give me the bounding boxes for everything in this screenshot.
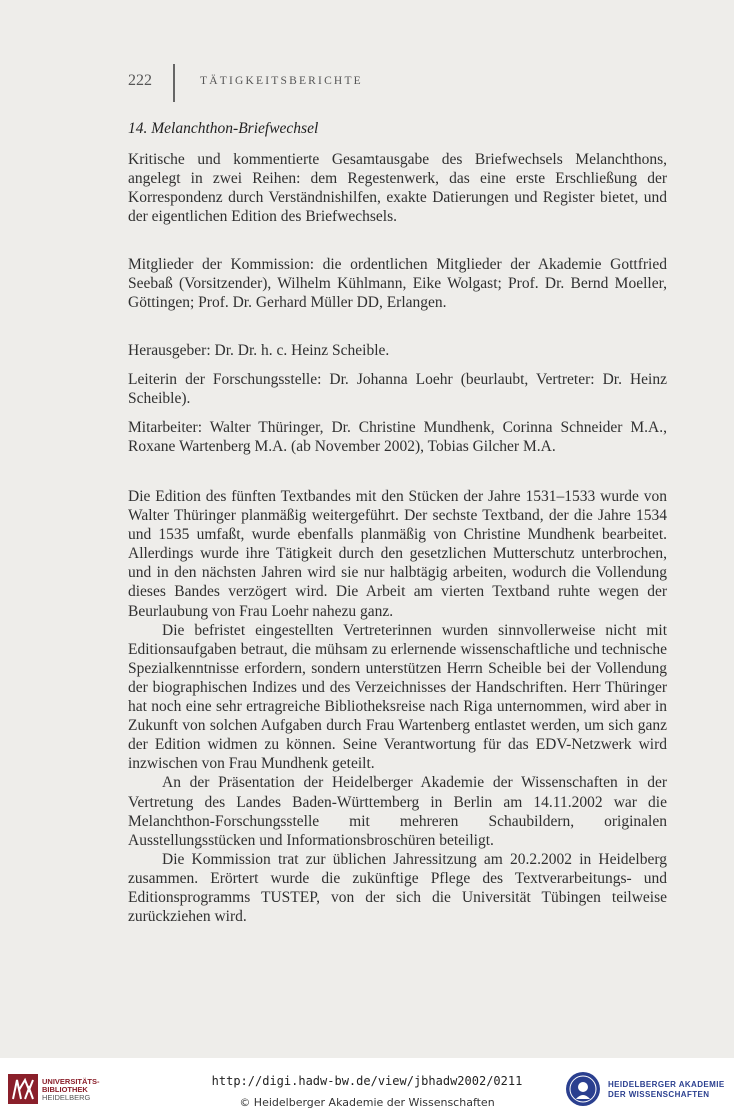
research-head: Leiterin der Forschungsstelle: Dr. Johanna Loehr (beurlaubt, Vertreter: Dr. Heinz Scheible).	[128, 371, 667, 408]
academy-name[interactable]	[608, 1080, 725, 1100]
commission-members: Mitglieder der Kommission: die ordentlichen Mitglieder der Akademie Gottfried Seebaß (Vorsitzender), Wilhelm Kühlmann, Eike Wolgast; Prof. Dr. Bernd Moeller, Göttingen; Prof. Dr. Gerhard Müller DD, Erlangen.	[128, 256, 667, 312]
page-number: 222	[128, 72, 152, 89]
copyright-notice: © Heidelberger Akademie der Wissenschaften	[239, 1096, 495, 1109]
intro-paragraph: Kritische und kommentierte Gesamtausgabe des Briefwechsels Melanchthons, angelegt in zwei Reihen: dem Regestenwerk, das eine erste Erschließung der Korrespondenz durch Verständnishilfen, exakte Datierungen und Register bietet, und der eigentlichen Edition des Briefwechsels.	[128, 151, 667, 226]
report-paragraph: Die befristet eingestellten Vertreterinnen wurden sinnvollerweise nicht mit Editionsaufgaben betraut, die mühsam zu erlernende wissenschaftliche und technische Spezialkenntnisse erfordern, sondern unterstützen Herrn Scheible bei der Vollendung der biographischen Indizes und des Verzeichnisses der Handschriften. Herr Thüringer hat noch eine sehr ertragreiche Bibliotheksreise nach Riga unternommen, wird aber in Zukunft von solchen Aufgaben durch Frau Wartenberg entlastet werden, um sich ganz der Edition widmen zu können. Seine Verantwortung für das EDV-Netzwerk wird inzwischen von Frau Mundhenk geteilt.	[128, 621, 667, 773]
academy-name-line: HEIDELBERGER AKADEMIE	[608, 1080, 725, 1089]
report-paragraph: Die Kommission trat zur üblichen Jahressitzung am 20.2.2002 in Heidelberg zusammen. Erörtert wurde die zukünftige Pflege des Textverarbeitungs- und Editionsprogramms TUSTEP, von der sich die Universität Tübingen teilweise zurückziehen wird.	[128, 850, 667, 926]
section-title: 14. Melanchthon-Briefwechsel	[128, 120, 319, 137]
editor-line: Herausgeber: Dr. Dr. h. c. Heinz Scheible.	[128, 342, 390, 359]
report-paragraph: An der Präsentation der Heidelberger Akademie der Wissenschaften in der Vertretung des Landes Baden-Württemberg in Berlin am 14.11.2002 war die Melanchthon-Forschungsstelle mit mehreren Schaubildern, originalen Ausstellungsstücken und Informationsbroschüren beteiligt.	[128, 774, 667, 849]
academy-name-line: DER WISSENSCHAFTEN	[608, 1090, 710, 1099]
staff-list: Mitarbeiter: Walter Thüringer, Dr. Christine Mundhenk, Corinna Schneider M.A., Roxane Wartenberg M.A. (ab November 2002), Tobias Gilcher M.A.	[128, 419, 667, 456]
academy-seal-icon[interactable]	[565, 1071, 601, 1107]
library-name-line: UNIVERSITÄTS-	[42, 1077, 100, 1086]
permalink-url[interactable]: http://digi.hadw-bw.de/view/jbhadw2002/0211	[211, 1074, 523, 1088]
running-title: TÄTIGKEITSBERICHTE	[200, 75, 363, 87]
library-name-line: HEIDELBERG	[42, 1093, 91, 1102]
library-name-line: BIBLIOTHEK	[42, 1085, 88, 1094]
report-paragraph: Die Edition des fünften Textbandes mit den Stücken der Jahre 1531–1533 wurde von Walter Thüringer planmäßig weitergeführt. Der sechste Textband, der die Jahre 1534 und 1535 umfaßt, wurde ebenfalls planmäßig von Christine Mundhenk bearbeitet. Allerdings wurde ihre Tätigkeit durch den gesetzlichen Mutterschutz unterbrochen, und in den nächsten Jahren wird sie nur halbtägig arbeiten, wodurch die Vollendung dieses Bandes verzögert wird. Die Arbeit am vierten Textband ruhte wegen der Beurlaubung von Frau Loehr nahezu ganz.	[128, 488, 667, 620]
header-divider	[173, 64, 175, 102]
viewer-footer	[0, 1058, 734, 1119]
section-content	[128, 120, 667, 926]
